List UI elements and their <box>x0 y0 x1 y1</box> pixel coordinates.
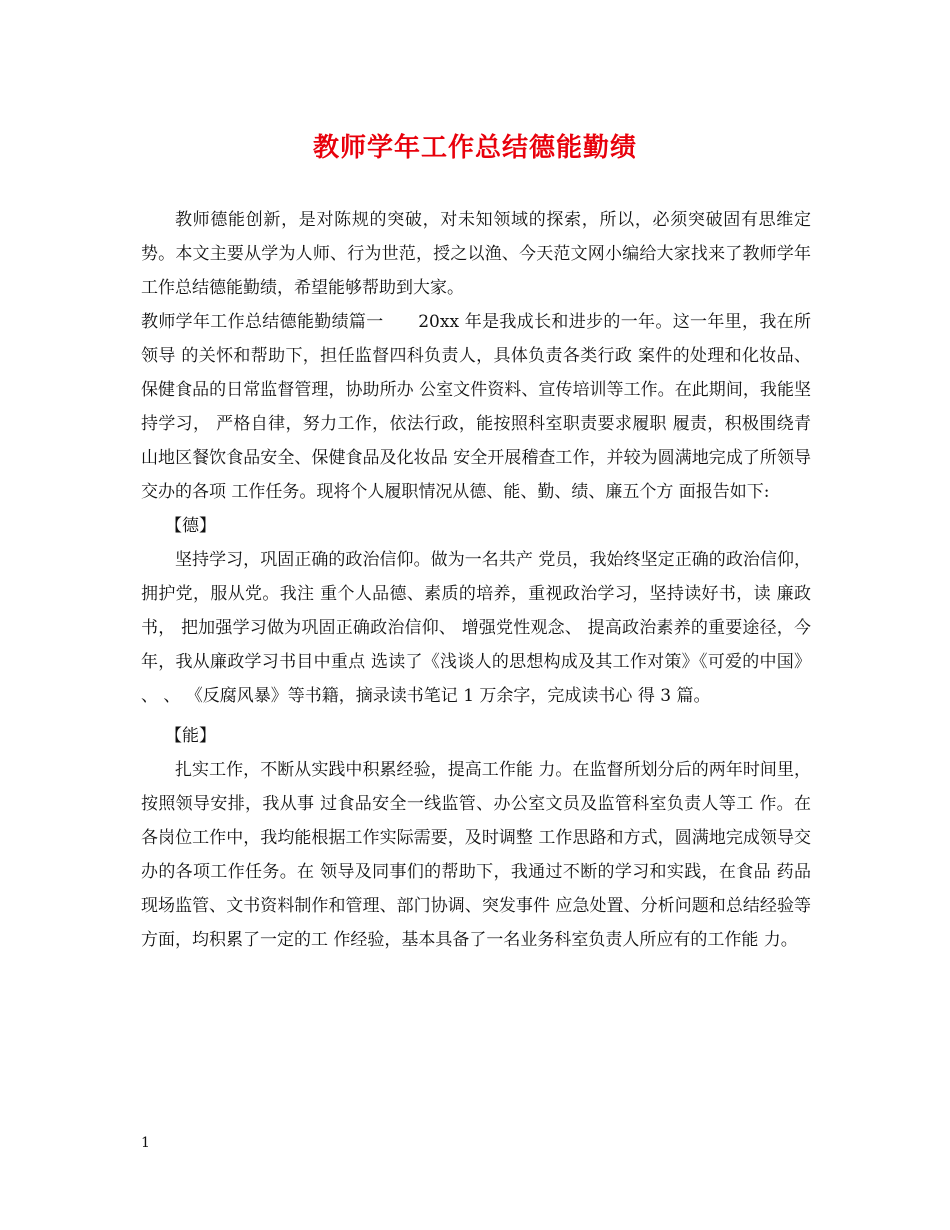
document-body <box>141 203 811 957</box>
piece-one-paragraph: 教师学年工作总结德能勤绩篇一 20xx 年是我成长和进步的一年。这一年里，我在所领导 的关怀和帮助下，担任监督四科负责人，具体负责各类行政 案件的处理和化妆品、保健食品的日常监督管理，协助所办 公室文件资料、宣传培训等工作。在此期间，我能坚持学习， 严格自律，努力工作，依法行政，能按照科室职责要求履职 履责，积极围绕青山地区餐饮食品安全、保健食品及化妆品 安全开展稽查工作，并较为圆满地完成了所领导交办的各项 工作任务。现将个人履职情况从德、能、勤、绩、廉五个方 面报告如下: <box>141 312 811 502</box>
page-title: 教师学年工作总结德能勤绩 <box>312 133 637 163</box>
intro-paragraph: 教师德能创新，是对陈规的突破，对未知领域的探索，所以，必须突破固有思维定势。本文主要从学为人师、行为世范，授之以渔、今天范文网小编给大家找来了教师学年工作总结德能勤绩，希望能够帮助到大家。 <box>141 210 811 298</box>
section-body-neng: 扎实工作，不断从实践中积累经验，提高工作能 力。在监督所划分后的两年时间里，按照领导安排，我从事 过食品安全一线监管、办公室文员及监管科室负责人等工 作。在各岗位工作中，我均能根据工作实际需要，及时调整 工作思路和方式，圆满地完成领导交办的各项工作任务。在 领导及同事们的帮助下，我通过不断的学习和实践，在食品 药品现场监管、文书资料制作和管理、部门协调、突发事件 应急处置、分析问题和总结经验等方面，均积累了一定的工 作经验，基本具备了一名业务科室负责人所应有的工作能 力。 <box>141 760 811 950</box>
page-number: 1 <box>141 1135 150 1151</box>
section-heading-neng: 【能】 <box>165 726 216 746</box>
section-body-de: 坚持学习，巩固正确的政治信仰。做为一名共产 党员，我始终坚定正确的政治信仰，拥护党，服从党。我注 重个人品德、素质的培养，重视政治学习，坚持读好书，读 廉政书， 把加强学习做为巩固正确政治信仰、 增强党性观念、 提高政治素养的重要途径，今年，我从廉政学习书目中重点 选读了《浅谈人的思想构成及其工作对策》《可爱的中国》 、 、 《反腐风暴》等书籍，摘录读书笔记 1 万余字，完成读书心 得 3 篇。 <box>141 550 811 706</box>
section-heading-de: 【德】 <box>165 516 216 536</box>
